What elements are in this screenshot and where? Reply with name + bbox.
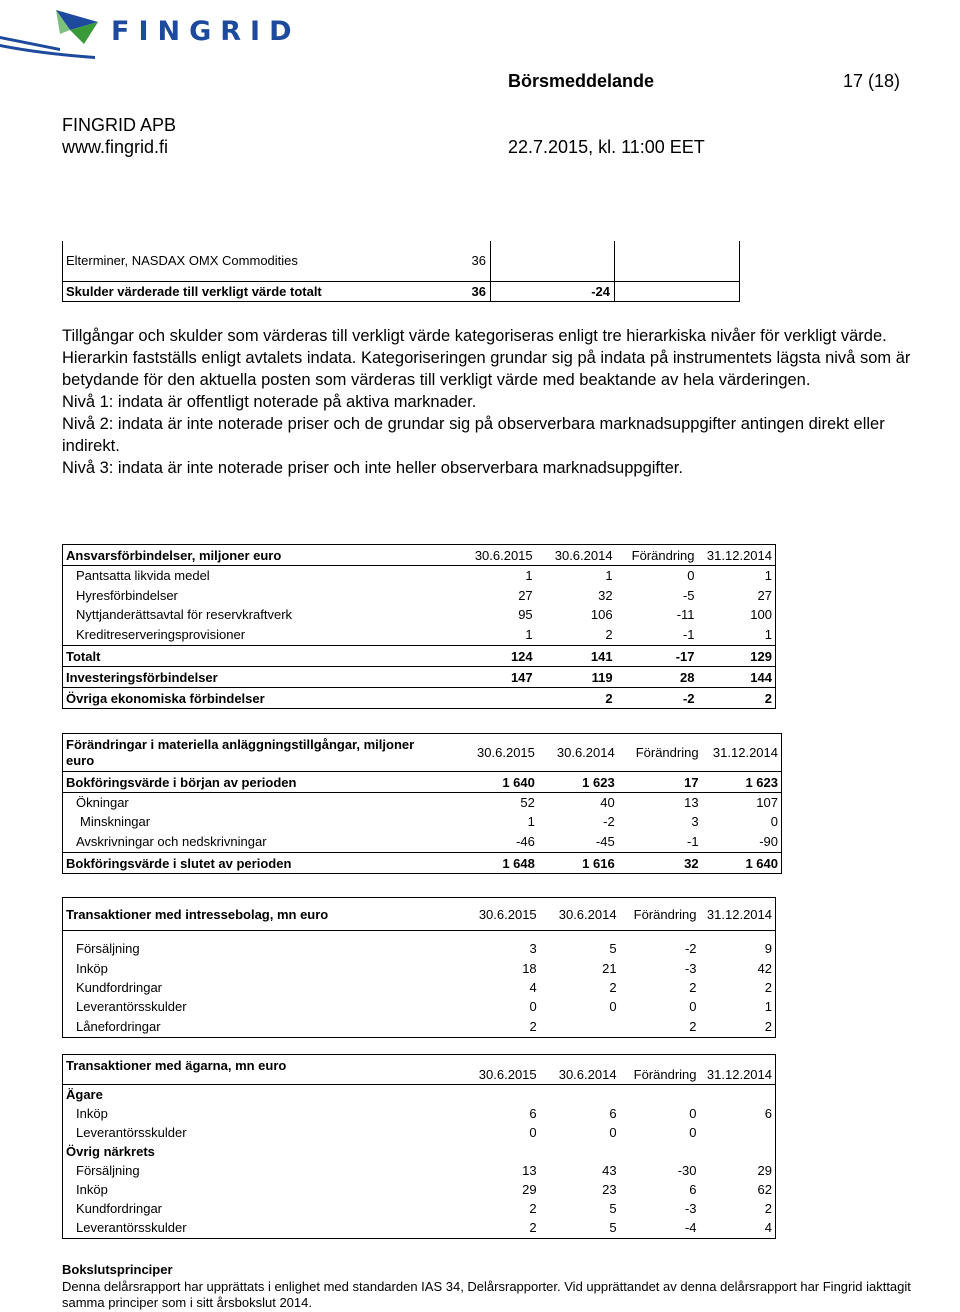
column-header: Förändring — [633, 1067, 697, 1082]
value-cell: 2 — [605, 690, 613, 706]
value-cell: 1 616 — [582, 855, 615, 871]
value-cell: -11 — [676, 606, 695, 622]
column-header: 31.12.2014 — [702, 734, 782, 772]
footer-text-line: samma principer som i sitt årsbokslut 2014. — [62, 1295, 312, 1310]
column-header: 30.6.2014 — [556, 745, 615, 760]
table-row — [63, 978, 776, 997]
table-row — [63, 959, 776, 978]
value-cell: 1 — [700, 997, 776, 1016]
value-cell: 1 640 — [702, 853, 782, 874]
row-label: Lånefordringar — [63, 1016, 466, 1038]
row-label: Bokföringsvärde i början av perioden — [63, 772, 461, 793]
group-row — [63, 1085, 776, 1104]
column-header: 30.6.2015 — [477, 745, 535, 760]
value-cell: 107 — [702, 793, 782, 812]
value-cell: 1 — [698, 624, 776, 646]
table-row — [63, 1104, 776, 1123]
value-cell: -3 — [684, 960, 697, 976]
table-row — [63, 624, 776, 646]
value-cell: 0 — [689, 998, 697, 1014]
value-cell: 13 — [522, 1162, 537, 1178]
row-label: Minskningar — [63, 812, 461, 831]
value-cell: -2 — [682, 690, 695, 706]
value-cell: 5 — [609, 1220, 617, 1236]
value-cell: 2 — [529, 1200, 537, 1216]
value-cell: 106 — [590, 606, 613, 622]
value-cell: 29 — [700, 1161, 776, 1180]
column-header: 30.6.2015 — [478, 1067, 537, 1082]
table-title: Transaktioner med ägarna, mn euro — [63, 1055, 466, 1085]
paragraph: Nivå 2: indata är inte noterade priser och de grundar sig på observerbara marknadsuppgifter antingen direkt eller indirekt. — [62, 415, 885, 455]
row-label: Hyresförbindelser — [63, 586, 454, 605]
group-row — [63, 1142, 776, 1161]
group-label: Övrig närkrets — [63, 1142, 466, 1161]
row-label: Kundfordringar — [63, 1199, 466, 1218]
value-cell: 1 — [527, 813, 535, 829]
value-cell: 2 — [609, 979, 617, 995]
associates-transactions-table — [62, 897, 776, 1038]
website-link[interactable]: www.fingrid.fi — [62, 137, 169, 157]
value-cell: 2 — [689, 979, 697, 995]
value-cell: -30 — [677, 1162, 697, 1178]
row-label: Bokföringsvärde i slutet av perioden — [63, 853, 461, 874]
fair-value-hierarchy-text — [62, 325, 942, 479]
value-cell: -1 — [682, 626, 695, 642]
table-cell: -24 — [591, 284, 610, 299]
value-cell: 129 — [698, 646, 776, 667]
page-number: 17 (18) — [843, 71, 901, 91]
value-cell: 18 — [522, 960, 537, 976]
value-cell: 0 — [609, 998, 617, 1014]
paragraph: Nivå 1: indata är offentligt noterade på aktiva marknader. — [62, 393, 477, 411]
value-cell: 1 — [698, 566, 776, 586]
value-cell: 4 — [700, 1218, 776, 1239]
value-cell: 147 — [510, 669, 533, 685]
table-title: Ansvarsförbindelser, miljoner euro — [63, 545, 454, 566]
value-cell: 9 — [700, 939, 776, 959]
value-cell: 52 — [520, 794, 535, 810]
column-header: 30.6.2014 — [558, 1067, 617, 1082]
value-cell: 5 — [609, 941, 617, 956]
value-cell: 32 — [598, 587, 613, 603]
value-cell: 0 — [689, 1124, 697, 1140]
value-cell: 13 — [684, 794, 699, 810]
column-header: 30.6.2015 — [474, 547, 533, 563]
row-label: Försäljning — [63, 1161, 466, 1180]
row-label: Nyttjanderättsavtal för reservkraftverk — [63, 605, 454, 624]
column-header: Förändring — [631, 547, 695, 563]
table-row — [63, 566, 776, 586]
table-row — [63, 1123, 776, 1142]
table-cell: 36 — [471, 284, 486, 299]
table-row — [63, 772, 782, 793]
table-row-label: Skulder värderade till verkligt värde totalt — [66, 284, 322, 299]
value-cell — [540, 1016, 620, 1038]
value-cell: 1 — [605, 568, 613, 584]
value-cell: 2 — [700, 978, 776, 997]
value-cell: 2 — [698, 688, 776, 709]
doc-type: Börsmeddelande — [508, 71, 655, 91]
value-cell: 124 — [510, 648, 533, 664]
value-cell: -45 — [595, 833, 615, 849]
table-cell: 36 — [471, 253, 486, 268]
value-cell: 5 — [609, 1200, 617, 1216]
value-cell: 1 640 — [502, 774, 535, 790]
table-row — [63, 688, 776, 709]
row-label: Ökningar — [63, 793, 461, 812]
value-cell: 3 — [529, 941, 537, 956]
tangible-assets-table — [62, 733, 782, 874]
value-cell: 27 — [518, 587, 533, 603]
value-cell: -46 — [516, 833, 535, 849]
table-row — [63, 939, 776, 959]
value-cell: 144 — [698, 667, 776, 688]
company-name: FINGRID APB — [62, 115, 177, 135]
value-cell: 0 — [529, 998, 537, 1014]
value-cell: 2 — [689, 1018, 697, 1034]
value-cell — [454, 688, 536, 709]
value-cell — [700, 1123, 776, 1142]
table-title: Transaktioner med intressebolag, mn euro — [63, 898, 466, 931]
column-header: 30.6.2014 — [554, 547, 613, 563]
group-label: Ägare — [63, 1085, 466, 1104]
section-heading: Bokslutsprinciper — [62, 1262, 173, 1277]
value-cell: 32 — [684, 855, 699, 871]
row-label: Kreditreserveringsprovisioner — [63, 624, 454, 646]
table-title — [63, 734, 461, 772]
table-row-label: Elterminer, NASDAX OMX Commodities — [66, 253, 298, 268]
value-cell: 40 — [600, 794, 615, 810]
column-header: 30.6.2015 — [478, 906, 537, 922]
value-cell: 42 — [700, 959, 776, 978]
value-cell: -5 — [682, 587, 695, 603]
value-cell: 6 — [689, 1181, 697, 1197]
table-row — [63, 793, 782, 812]
column-header: 31.12.2014 — [700, 1055, 776, 1085]
value-cell: 100 — [698, 605, 776, 624]
row-label: Övriga ekonomiska förbindelser — [63, 688, 454, 709]
fair-value-table — [62, 241, 740, 302]
row-label: Leverantörsskulder — [63, 997, 466, 1016]
table-row — [63, 667, 776, 688]
row-label: Avskrivningar och nedskrivningar — [63, 831, 461, 853]
value-cell: 2 — [700, 1199, 776, 1218]
row-label: Inköp — [63, 1180, 466, 1199]
column-header: 31.12.2014 — [700, 898, 776, 931]
value-cell: -4 — [684, 1220, 697, 1236]
value-cell: 28 — [680, 669, 695, 685]
column-header: Förändring — [635, 745, 699, 760]
value-cell: -1 — [687, 833, 699, 849]
value-cell: -90 — [702, 831, 782, 853]
footer-text-line: Denna delårsrapport har upprättats i enlighet med standarden IAS 34, Delårsrapporter. Vid upprättandet av denna delårsrapport har Fingrid iakttagit — [62, 1279, 911, 1294]
contingent-liabilities-table — [62, 544, 776, 709]
brand-wordmark: FINGRID — [111, 16, 301, 47]
paragraph: Tillgångar och skulder som värderas till verkligt värde kategoriseras enligt tre hierarkiska nivåer för verkligt värde. Hierarkin fastställs enligt avtalets indata. Kategoriseringen grundar sig på indata på instrumentets lägsta nivå som är betydande för den aktuella posten som värderas till verkligt värde med beaktande av hela värderingen. — [62, 327, 911, 389]
row-label: Inköp — [63, 959, 466, 978]
value-cell: 0 — [687, 568, 695, 584]
table-row — [63, 1161, 776, 1180]
value-cell: 119 — [591, 669, 613, 685]
column-header: Förändring — [633, 906, 697, 922]
table-row — [63, 1199, 776, 1218]
title-line: Förändringar i materiella anläggningstillgångar, miljoner — [66, 736, 415, 752]
value-cell: 1 623 — [702, 772, 782, 793]
value-cell: 43 — [602, 1162, 617, 1178]
row-label: Inköp — [63, 1104, 466, 1123]
value-cell: 21 — [602, 960, 617, 976]
value-cell: -2 — [603, 813, 615, 829]
value-cell: 2 — [529, 1220, 537, 1236]
column-header: 31.12.2014 — [698, 545, 776, 566]
value-cell: 1 — [525, 568, 533, 584]
table-row — [63, 831, 782, 853]
row-label: Pantsatta likvida medel — [63, 566, 454, 586]
value-cell: 0 — [689, 1105, 697, 1121]
value-cell: -3 — [684, 1200, 697, 1216]
title-line: euro — [66, 752, 95, 768]
table-row — [63, 646, 776, 667]
table-row — [63, 586, 776, 605]
value-cell: -2 — [684, 941, 697, 956]
value-cell: 6 — [529, 1105, 537, 1121]
table-row — [63, 1218, 776, 1239]
table-row — [63, 997, 776, 1016]
owners-transactions-table — [62, 1054, 776, 1239]
release-date: 22.7.2015, kl. 11:00 EET — [508, 137, 705, 157]
value-cell: 23 — [602, 1181, 617, 1197]
row-label: Investeringsförbindelser — [63, 667, 454, 688]
row-label: Kundfordringar — [63, 978, 466, 997]
row-label: Försäljning — [63, 939, 466, 959]
value-cell: 2 — [529, 1018, 537, 1034]
value-cell: 29 — [522, 1181, 537, 1197]
value-cell: 1 648 — [502, 855, 535, 871]
value-cell: 27 — [698, 586, 776, 605]
table-row — [63, 605, 776, 624]
row-label: Leverantörsskulder — [63, 1218, 466, 1239]
value-cell: 4 — [529, 979, 537, 995]
column-header: 30.6.2014 — [558, 906, 617, 922]
value-cell: 17 — [684, 774, 699, 790]
table-row — [63, 853, 782, 874]
value-cell: 0 — [702, 812, 782, 831]
value-cell: 2 — [605, 626, 613, 642]
value-cell: 0 — [609, 1124, 617, 1140]
value-cell: 95 — [518, 606, 533, 622]
value-cell: 0 — [529, 1124, 537, 1140]
table-row — [63, 812, 782, 831]
table-row — [63, 1016, 776, 1038]
paragraph: Nivå 3: indata är inte noterade priser och inte heller observerbara marknadsuppgifter. — [62, 459, 683, 477]
row-label: Totalt — [63, 646, 454, 667]
value-cell: -17 — [675, 648, 695, 664]
value-cell: 1 — [525, 626, 533, 642]
value-cell: 141 — [590, 648, 613, 664]
value-cell: 6 — [609, 1105, 617, 1121]
value-cell: 2 — [700, 1016, 776, 1038]
row-label: Leverantörsskulder — [63, 1123, 466, 1142]
value-cell: 62 — [700, 1180, 776, 1199]
value-cell: 1 623 — [582, 774, 615, 790]
table-row — [63, 1180, 776, 1199]
value-cell: 6 — [700, 1104, 776, 1123]
value-cell: 3 — [691, 813, 699, 829]
